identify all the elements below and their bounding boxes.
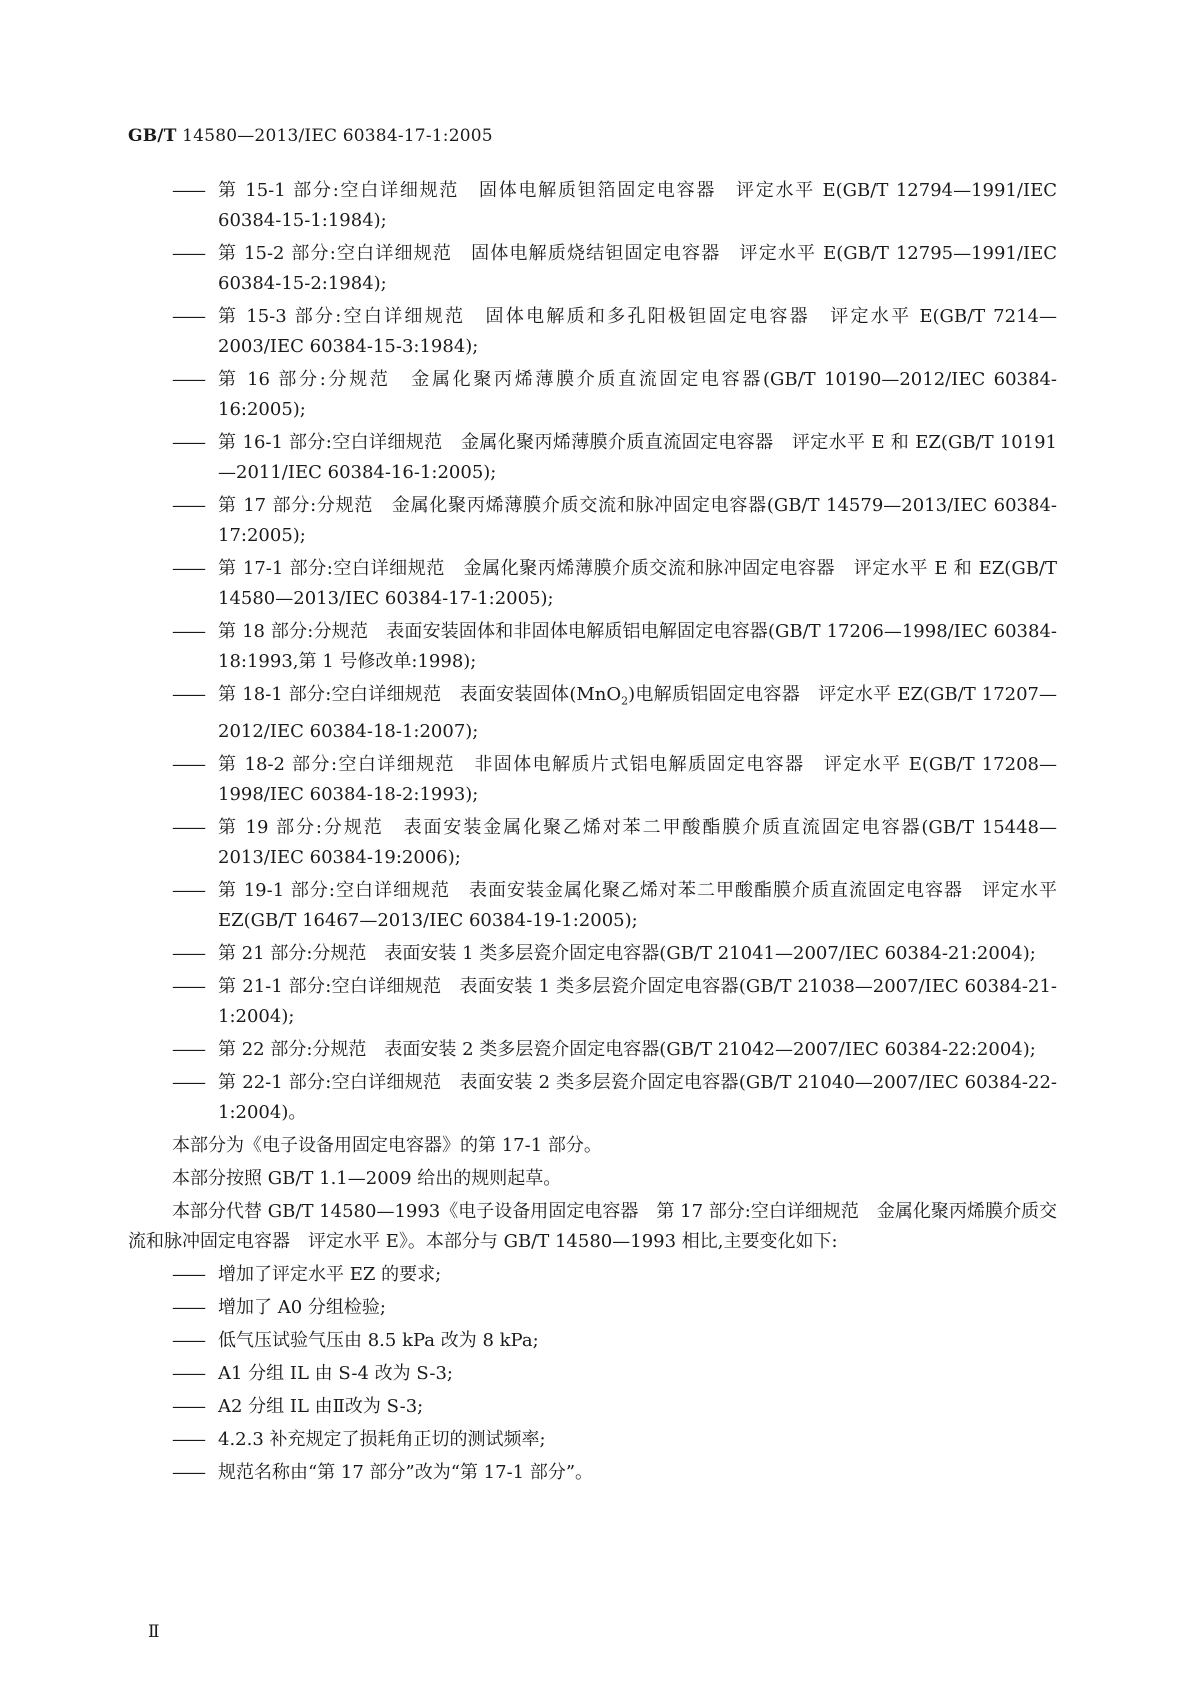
dash-bullet: —— xyxy=(172,684,204,705)
standard-prefix: GB/T xyxy=(128,126,177,146)
change-item: —— 规范名称由“第 17 部分”改为“第 17-1 部分”。 xyxy=(172,1458,1057,1488)
paragraph-drafting-rules: 本部分按照 GB/T 1.1—2009 给出的规则起草。 xyxy=(172,1167,562,1189)
list-item: —— 第 19-1 部分:空白详细规范 表面安装金属化聚乙烯对苯二甲酸酯膜介质直流固定电容器 评定水平 EZ(GB/T 16467—2013/IEC 60384-19-1:2005); xyxy=(172,876,1057,936)
dash-bullet: —— xyxy=(172,1071,204,1093)
dash-bullet: —— xyxy=(172,816,204,838)
standard-number: 14580—2013/IEC 60384-17-1:2005 xyxy=(182,126,493,146)
dash-bullet: —— xyxy=(172,1362,204,1384)
list-item: —— 第 18-2 部分:空白详细规范 非固体电解质片式铝电解质固定电容器 评定水平 E(GB/T 17208—1998/IEC 60384-18-2:1993); xyxy=(172,750,1057,810)
dash-bullet: —— xyxy=(172,753,204,775)
list-item: —— 第 16 部分:分规范 金属化聚丙烯薄膜介质直流固定电容器(GB/T 10190—2012/IEC 60384-16:2005); xyxy=(172,365,1057,425)
dash-bullet: —— xyxy=(172,1038,204,1060)
change-item: —— 4.2.3 补充规定了损耗角正切的测试频率; xyxy=(172,1425,1057,1455)
paragraph-part-statement: 本部分为《电子设备用固定电容器》的第 17-1 部分。 xyxy=(172,1134,602,1156)
subscript: 2 xyxy=(621,694,629,708)
list-item: —— 第 18 部分:分规范 表面安装固体和非固体电解质铝电解固定电容器(GB/T 17206—1998/IEC 60384-18:1993,第 1 号修改单:1998); xyxy=(172,617,1057,677)
dash-bullet: —— xyxy=(172,1263,204,1285)
dash-bullet: —— xyxy=(172,180,204,201)
document-header xyxy=(128,126,493,146)
list-item: —— 第 17-1 部分:空白详细规范 金属化聚丙烯薄膜介质交流和脉冲固定电容器 评定水平 E 和 EZ(GB/T 14580—2013/IEC 60384-17-1:2005); xyxy=(172,554,1057,614)
dash-bullet: —— xyxy=(172,942,204,964)
paragraph-replacement: 本部分代替 GB/T 14580—1993《电子设备用固定电容器 第 17 部分:空白详细规范 金属化聚丙烯膜介质交流和脉冲固定电容器 评定水平 E》。本部分与 GB/T 14580—1993 相比,主要变化如下: xyxy=(128,1200,1057,1252)
change-item: —— 增加了评定水平 EZ 的要求; xyxy=(172,1260,1057,1290)
list-item: —— 第 21-1 部分:空白详细规范 表面安装 1 类多层瓷介固定电容器(GB/T 21038—2007/IEC 60384-21-1:2004); xyxy=(172,972,1057,1032)
dash-bullet: —— xyxy=(172,495,204,516)
list-item: —— 第 16-1 部分:空白详细规范 金属化聚丙烯薄膜介质直流固定电容器 评定水平 E 和 EZ(GB/T 10191—2011/IEC 60384-16-1:2005); xyxy=(172,428,1057,488)
list-item: —— 第 15-2 部分:空白详细规范 固体电解质烧结钽固定电容器 评定水平 E(GB/T 12795—1991/IEC 60384-15-2:1984); xyxy=(172,239,1057,299)
dash-bullet: —— xyxy=(172,1296,204,1318)
list-item: —— 第 17 部分:分规范 金属化聚丙烯薄膜介质交流和脉冲固定电容器(GB/T 14579—2013/IEC 60384-17:2005); xyxy=(172,491,1057,551)
change-item: —— A1 分组 IL 由 S-4 改为 S-3; xyxy=(172,1359,1057,1389)
dash-bullet: —— xyxy=(172,558,204,579)
list-item: —— 第 15-1 部分:空白详细规范 固体电解质钽箔固定电容器 评定水平 E(GB/T 12794—1991/IEC 60384-15-1:1984); xyxy=(172,176,1057,236)
change-item: —— A2 分组 IL 由Ⅱ改为 S-3; xyxy=(172,1392,1057,1422)
list-item: —— 第 21 部分:分规范 表面安装 1 类多层瓷介固定电容器(GB/T 21041—2007/IEC 60384-21:2004); xyxy=(172,939,1057,969)
dash-bullet: —— xyxy=(172,306,204,327)
list-item: —— 第 22-1 部分:空白详细规范 表面安装 2 类多层瓷介固定电容器(GB/T 21040—2007/IEC 60384-22-1:2004)。 xyxy=(172,1068,1057,1128)
dash-bullet: —— xyxy=(172,369,204,390)
dash-bullet: —— xyxy=(172,1395,204,1417)
dash-bullet: —— xyxy=(172,1461,204,1483)
list-item: —— 第 22 部分:分规范 表面安装 2 类多层瓷介固定电容器(GB/T 21042—2007/IEC 60384-22:2004); xyxy=(172,1035,1057,1065)
document-body xyxy=(128,176,1057,1491)
dash-bullet: —— xyxy=(172,975,204,997)
list-item: —— 第 18-1 部分:空白详细规范 表面安装固体(MnO$_2$)电解质铝固定电容器 评定水平 EZ(GB/T 17207—2012/IEC 60384-18-1:2007); xyxy=(172,680,1057,747)
dash-bullet: —— xyxy=(172,1428,204,1450)
list-item: —— 第 15-3 部分:空白详细规范 固体电解质和多孔阳极钽固定电容器 评定水平 E(GB/T 7214—2003/IEC 60384-15-3:1984); xyxy=(172,302,1057,362)
change-item: —— 低气压试验气压由 8.5 kPa 改为 8 kPa; xyxy=(172,1326,1057,1356)
dash-bullet: —— xyxy=(172,621,204,642)
change-item: —— 增加了 A0 分组检验; xyxy=(172,1293,1057,1323)
dash-bullet: —— xyxy=(172,879,204,901)
dash-bullet: —— xyxy=(172,432,204,453)
list-item: —— 第 19 部分:分规范 表面安装金属化聚乙烯对苯二甲酸酯膜介质直流固定电容器(GB/T 15448—2013/IEC 60384-19:2006); xyxy=(172,813,1057,873)
page-number: Ⅱ xyxy=(148,1622,160,1642)
dash-bullet: —— xyxy=(172,1329,204,1351)
dash-bullet: —— xyxy=(172,243,204,264)
